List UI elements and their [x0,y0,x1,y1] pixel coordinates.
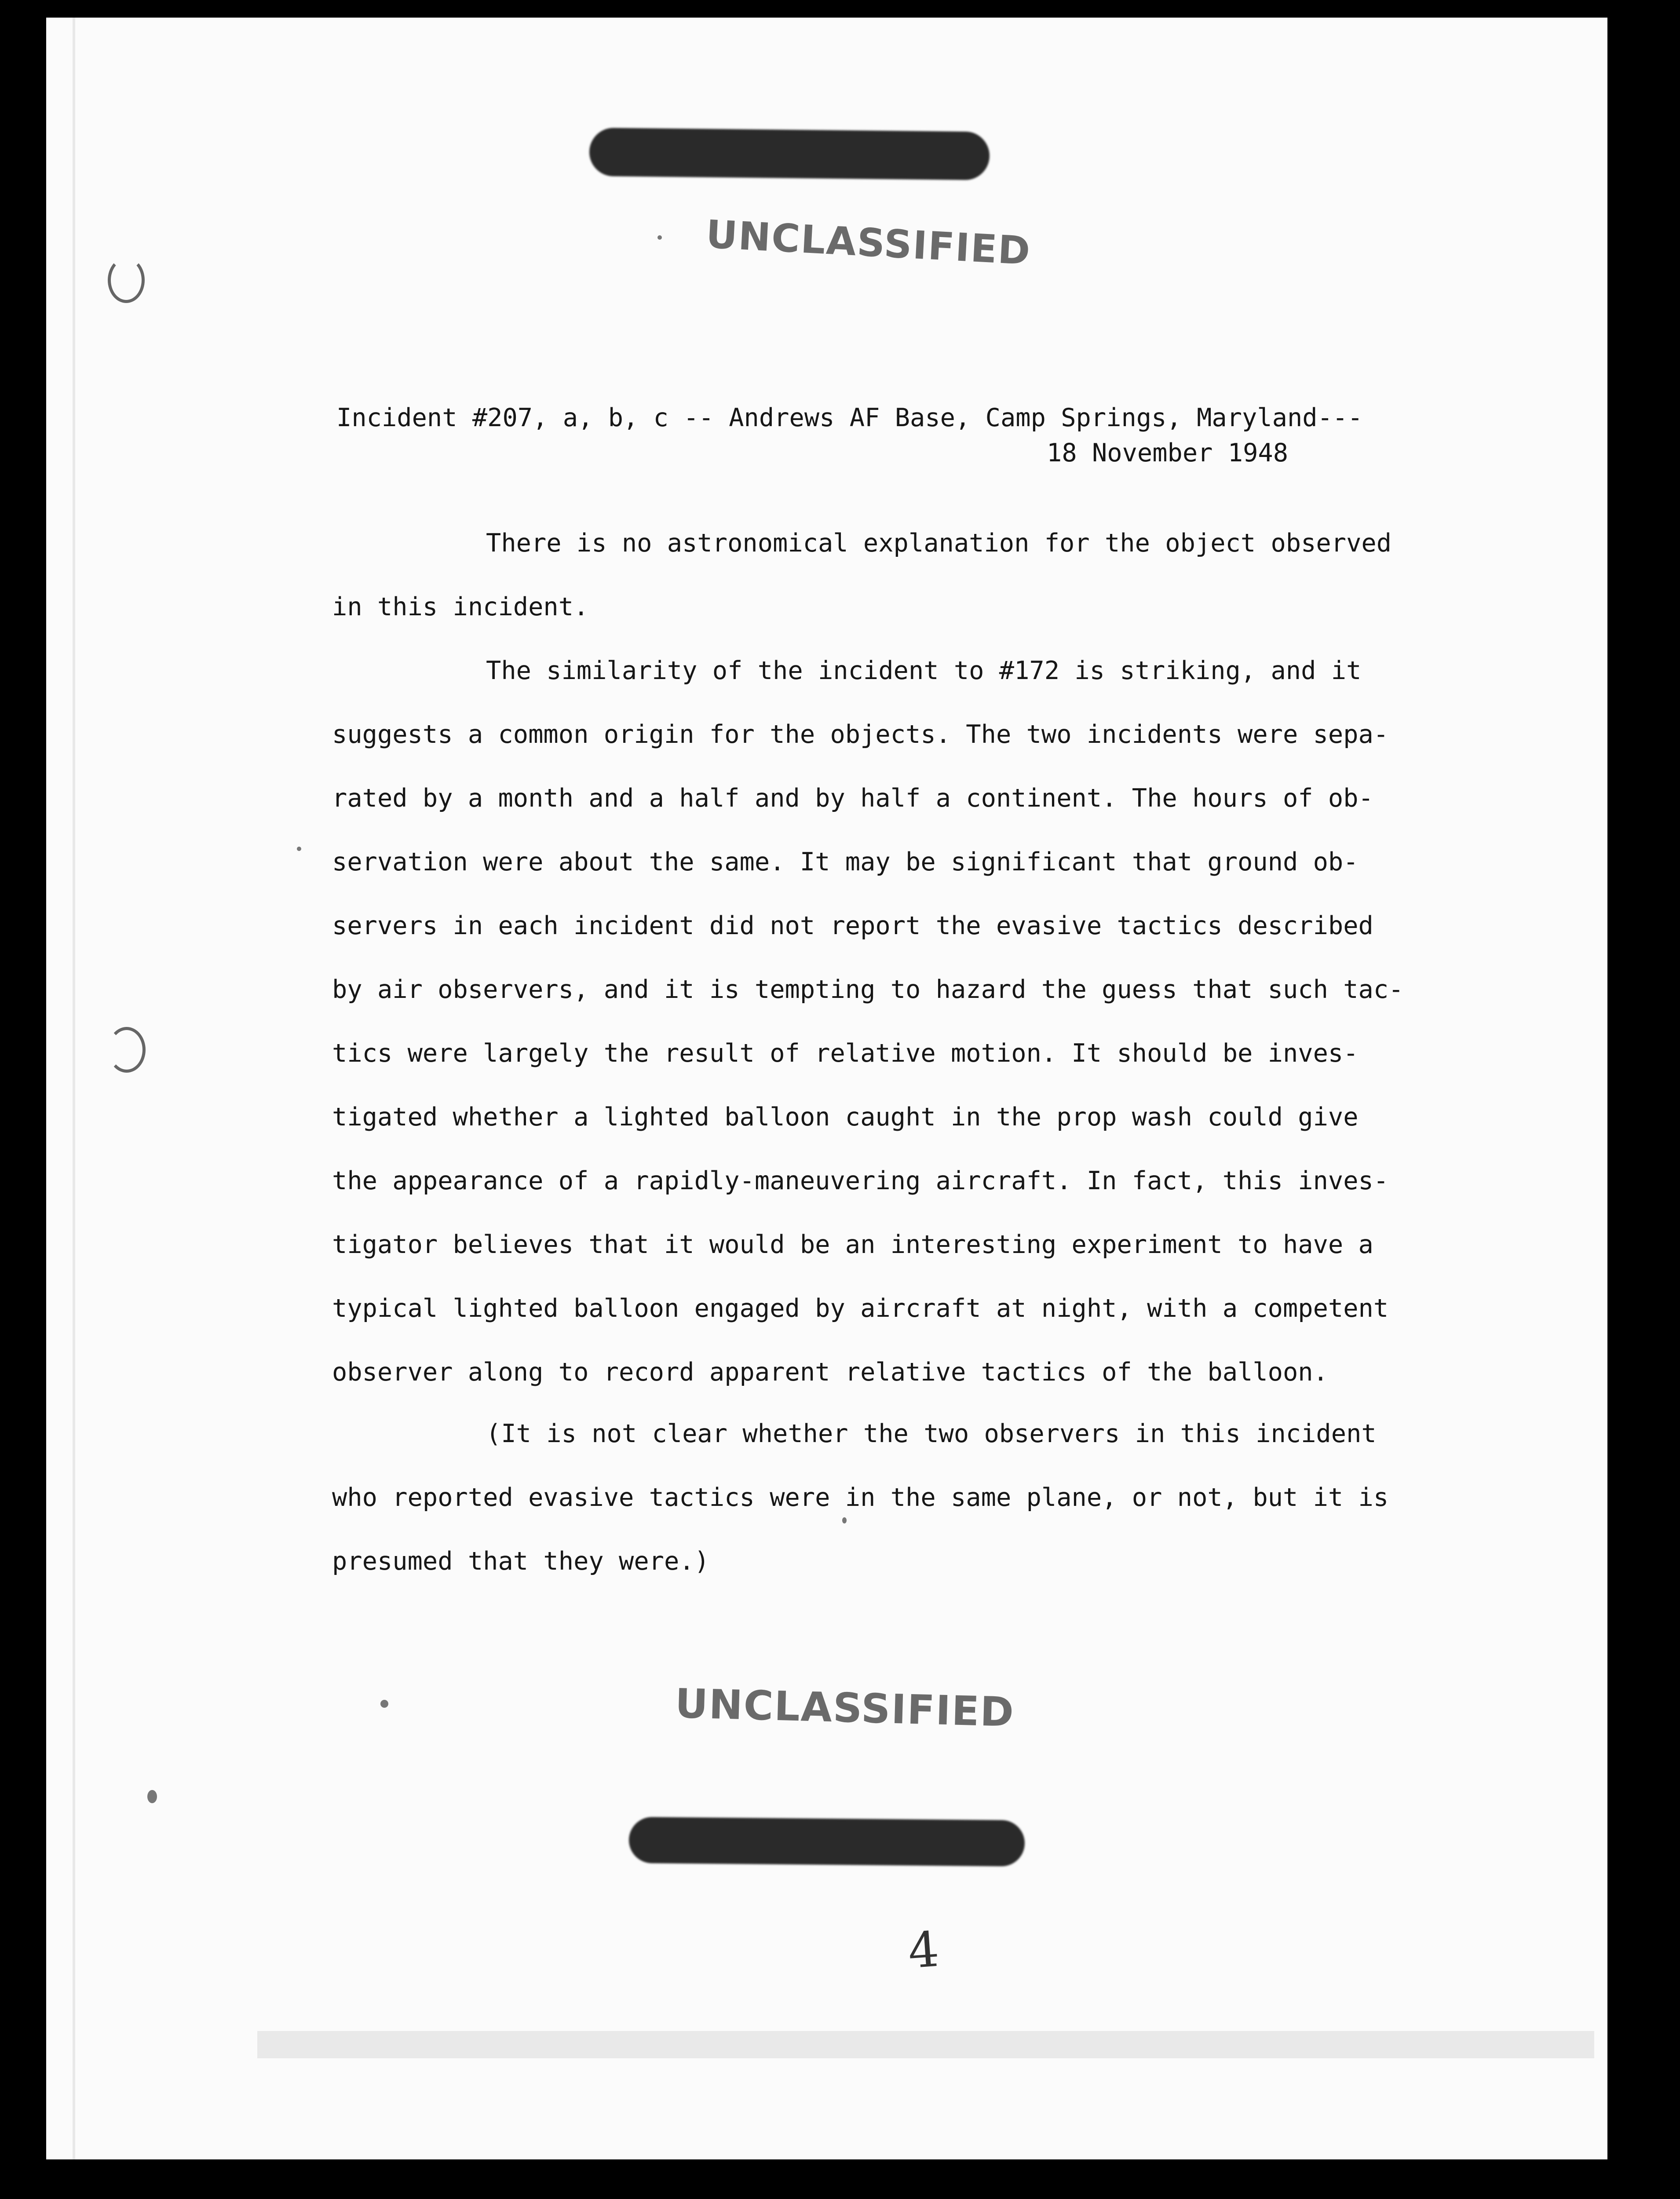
redaction-bar-bottom [629,1817,1025,1867]
body-line: tigator believes that it would be an interesting experiment to have a [332,1230,1373,1259]
body-line: servers in each incident did not report the evasive tactics described [332,911,1373,940]
body-line: suggests a common origin for the objects. The two incidents were sepa- [332,720,1389,749]
scan-speck [657,235,662,240]
incident-heading: Incident #207, a, b, c -- Andrews AF Base, Camp Springs, Maryland--- [336,403,1363,432]
body-line: by air observers, and it is tempting to hazard the guess that such tac- [332,975,1404,1004]
page-edge [73,18,75,2159]
classification-stamp-top: UNCLASSIFIED [705,211,1032,274]
body-line: who reported evasive tactics were in the same plane, or not, but it is [332,1483,1389,1512]
redaction-bar-top [589,128,990,180]
scan-speck [147,1790,157,1803]
classification-stamp-bottom: UNCLASSIFIED [674,1680,1015,1736]
body-line: the appearance of a rapidly-maneuvering aircraft. In fact, this inves- [332,1166,1389,1195]
body-line: The similarity of the incident to #172 is striking, and it [486,656,1362,685]
scan-speck [297,847,301,851]
scan-band [257,2031,1594,2058]
body-line: tics were largely the result of relative motion. It should be inves- [332,1039,1359,1068]
body-line: servation were about the same. It may be significant that ground ob- [332,847,1359,877]
incident-date: 18 November 1948 [1047,438,1289,468]
punch-hole-middle [108,1027,146,1073]
document-page [46,18,1607,2159]
page-number: 4 [906,1921,941,1980]
body-line: (It is not clear whether the two observers in this incident [486,1419,1377,1448]
body-line: typical lighted balloon engaged by aircraft at night, with a competent [332,1294,1389,1323]
scan-speck [380,1700,388,1708]
punch-hole-top [108,257,145,303]
scan-speck [842,1517,847,1523]
body-line: rated by a month and a half and by half a continent. The hours of ob- [332,784,1373,813]
body-line: in this incident. [332,592,589,621]
body-line: There is no astronomical explanation for the object observed [486,529,1392,558]
body-line: observer along to record apparent relative tactics of the balloon. [332,1358,1328,1387]
body-line: tigated whether a lighted balloon caught in the prop wash could give [332,1103,1359,1132]
body-line: presumed that they were.) [332,1547,709,1576]
